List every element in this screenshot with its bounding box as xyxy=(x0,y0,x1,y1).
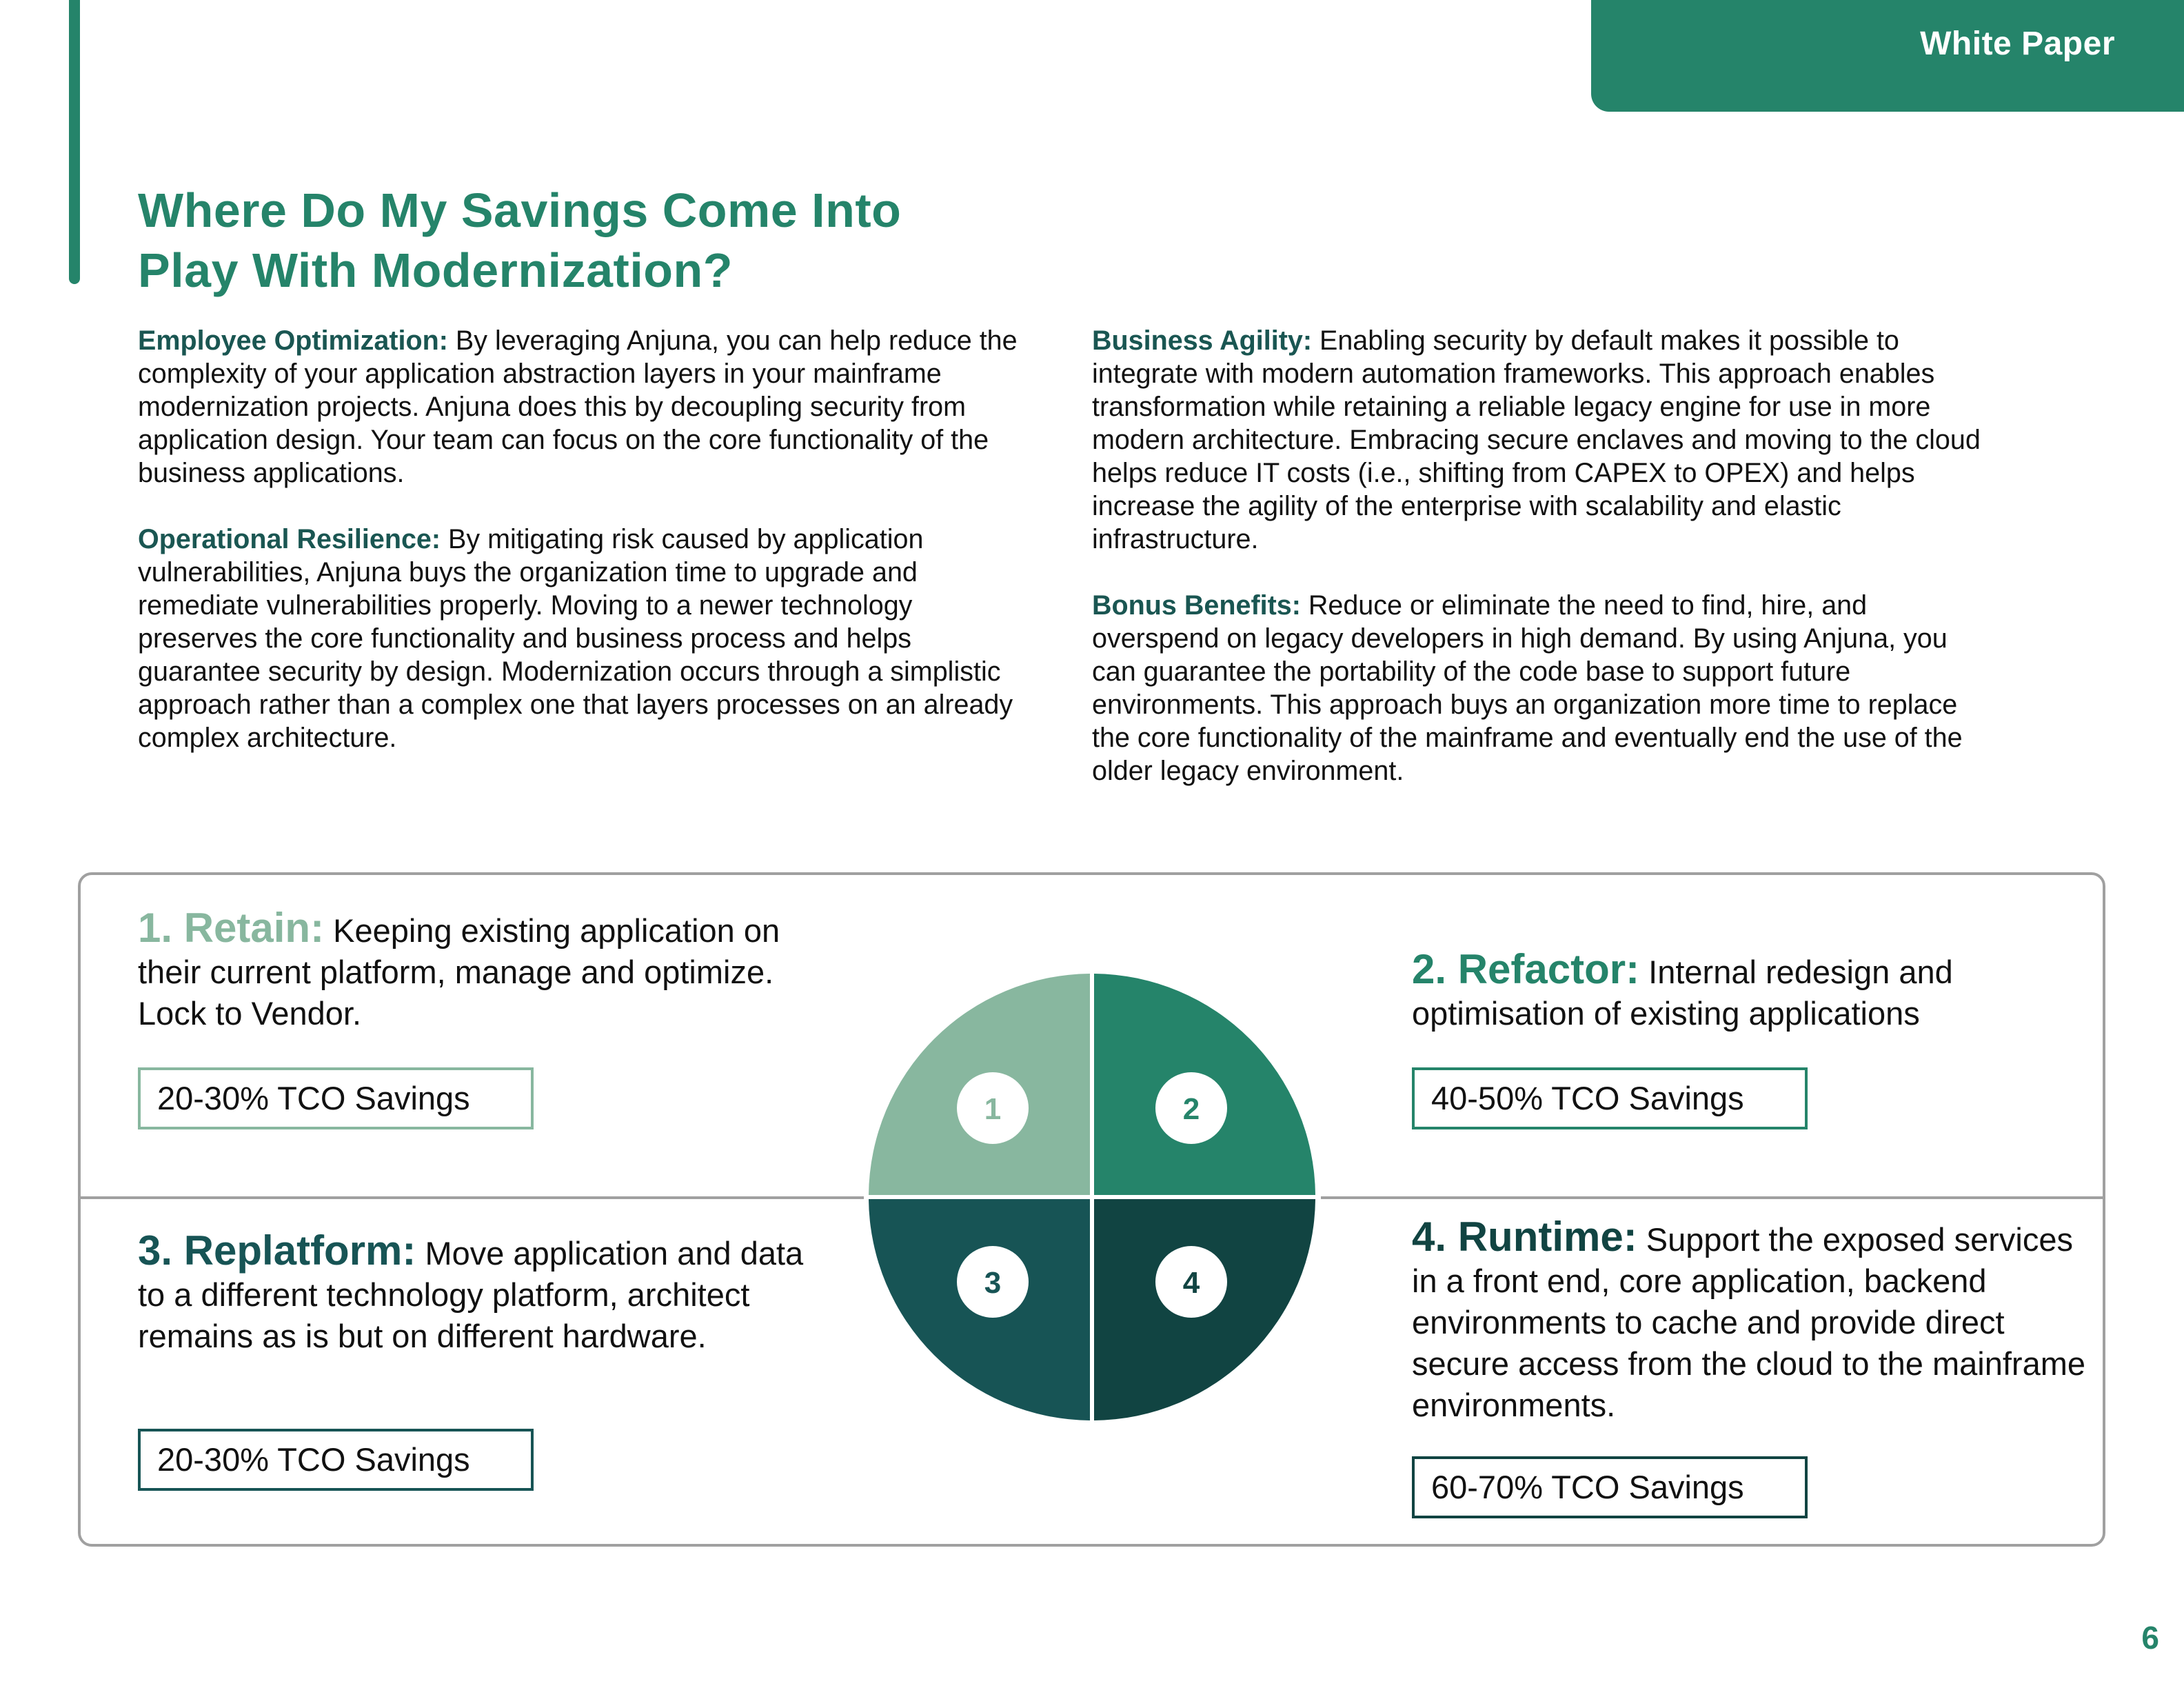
quadrant-refactor-description xyxy=(1412,946,2101,1034)
title-line-2: Play With Modernization? xyxy=(138,243,734,297)
paragraph-business-agility xyxy=(1092,324,1988,556)
savings-badge-replatform: 20-30% TCO Savings xyxy=(138,1429,534,1491)
quadrant-text: Keeping existing application on their current platform, manage and optimize. Lock to Vendor. xyxy=(138,912,780,1032)
paragraph-bonus-benefits xyxy=(1092,589,1988,787)
panel-divider-right xyxy=(1321,1196,2105,1199)
paragraph-label: Operational Resilience: xyxy=(138,524,441,554)
quadrant-label: 4. Runtime: xyxy=(1412,1214,1637,1260)
page-title xyxy=(138,181,1103,301)
savings-badge-retain: 20-30% TCO Savings xyxy=(138,1067,534,1129)
quadrant-retain-description xyxy=(138,907,827,1034)
savings-badge-runtime: 60-70% TCO Savings xyxy=(1412,1456,1808,1518)
page-number: 6 xyxy=(2141,1620,2159,1656)
quadrant-diagram xyxy=(869,974,1315,1420)
accent-bar xyxy=(69,0,80,284)
right-column xyxy=(1092,324,1988,821)
paragraph-text: Reduce or eliminate the need to find, hire, and overspend on legacy developers in high demand. By using Anjuna, you can guarantee the portability of the code base to support future environments. This approach buys an organization more time to replace the core functionality of the mainframe and eventually end the use of the older legacy environment. xyxy=(1092,590,1963,786)
paragraph-text: Enabling security by default makes it possible to integrate with modern automation frameworks. This approach enables transformation while retaining a reliable legacy engine for use in more modern architecture. Embracing secure enclaves and moving to the cloud helps reduce IT costs (i.e., shifting from CAPEX to OPEX) and helps increase the agility of the enterprise with scalability and elastic infrastructure. xyxy=(1092,325,1981,554)
paragraph-label: Bonus Benefits: xyxy=(1092,590,1301,621)
quadrant-text: Internal redesign and optimisation of existing applications xyxy=(1412,954,1953,1032)
quadrant-text: Support the exposed services in a front end, core application, backend environments to cache and provide direct secure access from the cloud to the mainframe environments. xyxy=(1412,1221,2085,1423)
quadrant-replatform-description xyxy=(138,1227,827,1357)
savings-badge-refactor: 40-50% TCO Savings xyxy=(1412,1067,1808,1129)
quadrant-label: 2. Refactor: xyxy=(1412,946,1640,992)
paragraph-text: By leveraging Anjuna, you can help reduce the complexity of your application abstraction layers in your mainframe modernization projects. Anjuna does this by decoupling security from application design. Your team can focus on the core functionality of the business applications. xyxy=(138,325,1018,488)
number-badge-2-label: 2 xyxy=(1182,1092,1200,1126)
panel-divider-left xyxy=(78,1196,864,1199)
left-column xyxy=(138,324,1034,787)
quadrant-runtime-description xyxy=(1412,1216,2101,1426)
header-tab xyxy=(1591,0,2184,112)
paragraph-employee-optimization xyxy=(138,324,1034,490)
quadrant-label: 3. Replatform: xyxy=(138,1227,416,1274)
paragraph-text: By mitigating risk caused by application vulnerabilities, Anjuna buys the organization time to upgrade and remediate vulnerabilities properly. Moving to a newer technology preserves the core functionality and business process and helps guarantee security by design. Modernization occurs through a simplistic approach rather than a complex one that layers processes on an already complex architecture. xyxy=(138,524,1013,753)
title-line-1: Where Do My Savings Come Into xyxy=(138,183,902,237)
paragraph-operational-resilience xyxy=(138,523,1034,754)
quadrant-label: 1. Retain: xyxy=(138,905,325,951)
paragraph-label: Business Agility: xyxy=(1092,325,1312,356)
quadrant-text: Move application and data to a different technology platform, architect remains as is but on different hardware. xyxy=(138,1235,804,1354)
number-badge-4-label: 4 xyxy=(1182,1266,1200,1300)
paragraph-label: Employee Optimization: xyxy=(138,325,448,356)
header-tab-label: White Paper xyxy=(1920,26,2115,62)
number-badge-1-label: 1 xyxy=(984,1092,1002,1126)
number-badge-3-label: 3 xyxy=(984,1266,1002,1300)
